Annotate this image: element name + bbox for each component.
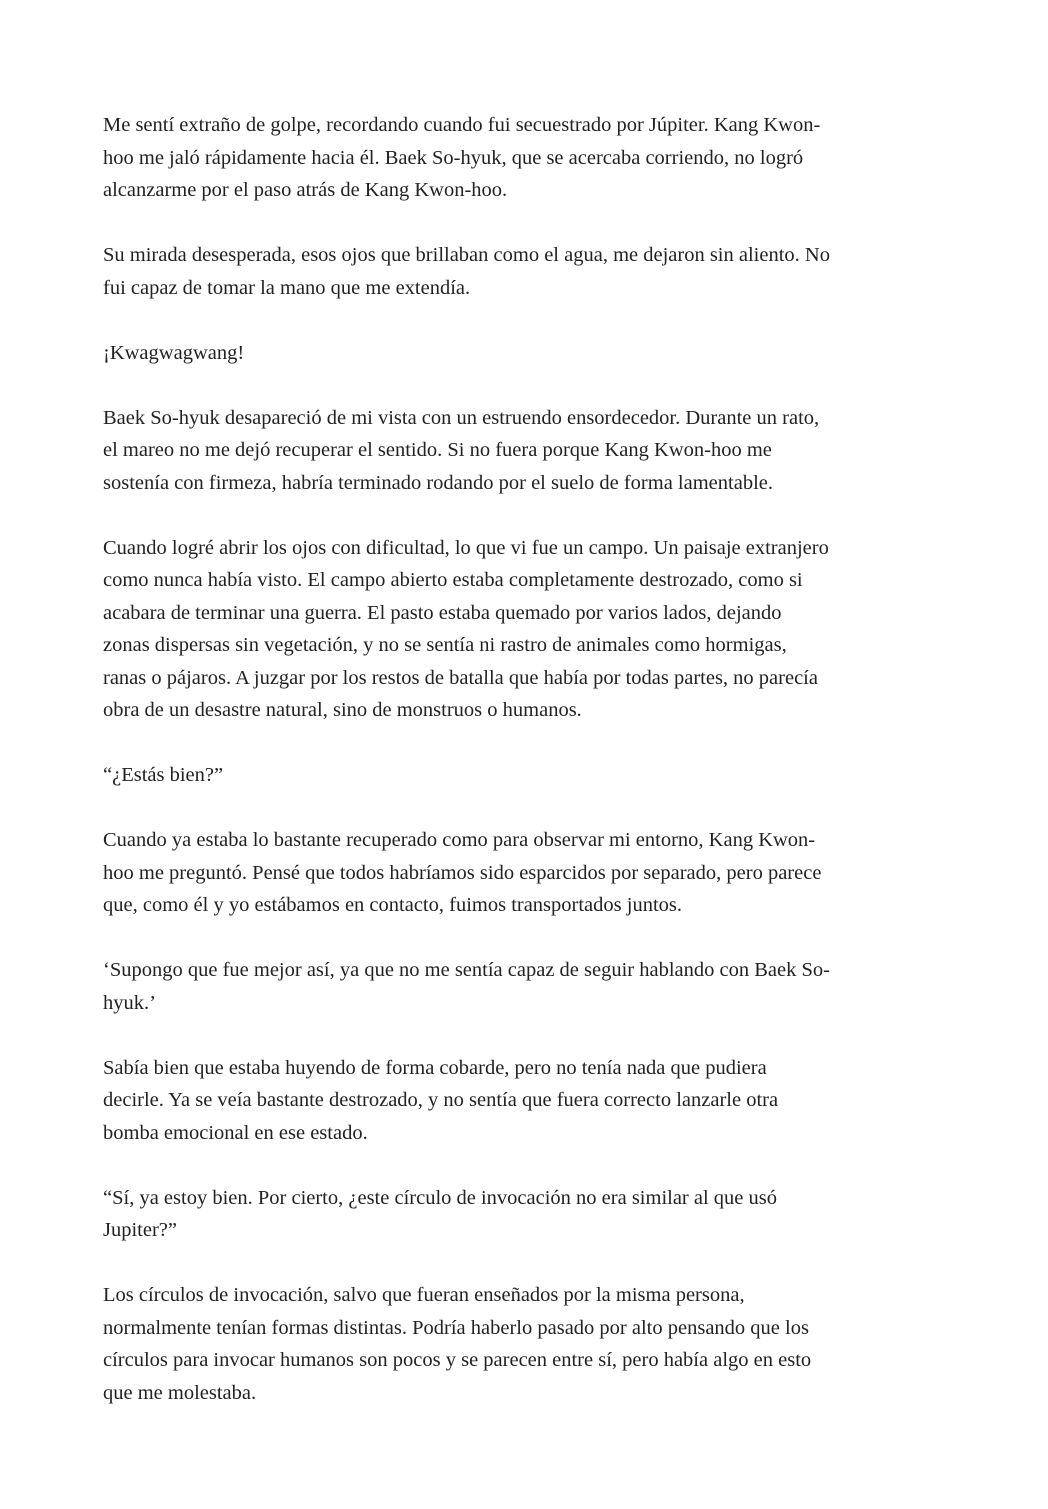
text-line: ‘Supongo que fue mejor así, ya que no me sentía capaz de seguir hablando con Baek So- <box>103 959 830 981</box>
paragraph <box>103 1052 963 1150</box>
text-line: Jupiter?” <box>103 1219 177 1241</box>
text-line: círculos para invocar humanos son pocos y se parecen entre sí, pero había algo en esto <box>103 1349 812 1371</box>
text-line: acabara de terminar una guerra. El pasto estaba quemado por varios lados, dejando <box>103 601 782 624</box>
text-line: bomba emocional en ese estado. <box>103 1121 368 1144</box>
paragraph <box>103 1182 963 1247</box>
text-line: decirle. Ya se veía bastante destrozado, y no sentía que fuera correcto lanzarle otra <box>103 1089 779 1111</box>
paragraph <box>103 1279 963 1409</box>
text-line: el mareo no me dejó recuperar el sentido. Si no fuera porque Kang Kwon-hoo me <box>103 439 772 461</box>
text-line: zonas dispersas sin vegetación, y no se sentía ni rastro de animales como hormigas, <box>103 634 787 656</box>
paragraph <box>103 532 963 727</box>
text-line: Baek So-hyuk desapareció de mi vista con un estruendo ensordecedor. Durante un rato, <box>103 406 820 429</box>
text-line: Su mirada desesperada, esos ojos que brillaban como el agua, me dejaron sin aliento. No <box>103 244 830 266</box>
text-line: ¡Kwagwagwang! <box>103 341 245 364</box>
text-line: Sabía bien que estaba huyendo de forma cobarde, pero no tenía nada que pudiera <box>103 1056 767 1079</box>
text-line: que me molestaba. <box>103 1381 257 1404</box>
text-line: Cuando ya estaba lo bastante recuperado como para observar mi entorno, Kang Kwon- <box>103 829 816 851</box>
text-line: hoo me jaló rápidamente hacia él. Baek So-hyuk, que se acercaba corriendo, no logró <box>103 146 804 169</box>
text-line: normalmente tenían formas distintas. Podría haberlo pasado por alto pensando que los <box>103 1316 809 1339</box>
text-line: obra de un desastre natural, sino de monstruos o humanos. <box>103 699 582 721</box>
paragraph <box>103 239 963 304</box>
text-line: “Sí, ya estoy bien. Por cierto, ¿este círculo de invocación no era similar al que usó <box>103 1186 778 1209</box>
document-body <box>103 109 963 1442</box>
paragraph <box>103 109 963 207</box>
text-line: hoo me preguntó. Pensé que todos habríamos sido esparcidos por separado, pero parece <box>103 861 822 884</box>
text-line: sostenía con firmeza, habría terminado rodando por el suelo de forma lamentable. <box>103 471 773 494</box>
text-line: alcanzarme por el paso atrás de Kang Kwon-hoo. <box>103 179 508 201</box>
paragraph <box>103 337 963 370</box>
text-line: Los círculos de invocación, salvo que fueran enseñados por la misma persona, <box>103 1284 745 1306</box>
text-line: hyuk.’ <box>103 991 156 1014</box>
text-line: ranas o pájaros. A juzgar por los restos de batalla que había por todas partes, no parecía <box>103 666 818 689</box>
paragraph <box>103 954 963 1019</box>
text-line: Me sentí extraño de golpe, recordando cuando fui secuestrado por Júpiter. Kang Kwon- <box>103 114 821 136</box>
paragraph <box>103 759 963 792</box>
text-line: como nunca había visto. El campo abierto estaba completamente destrozado, como si <box>103 569 803 591</box>
text-line: fui capaz de tomar la mano que me extendía. <box>103 276 471 299</box>
paragraph <box>103 824 963 922</box>
text-line: “¿Estás bien?” <box>103 764 224 786</box>
text-line: Cuando logré abrir los ojos con dificultad, lo que vi fue un campo. Un paisaje extranjero <box>103 536 829 559</box>
paragraph <box>103 402 963 500</box>
text-line: que, como él y yo estábamos en contacto, fuimos transportados juntos. <box>103 894 683 916</box>
